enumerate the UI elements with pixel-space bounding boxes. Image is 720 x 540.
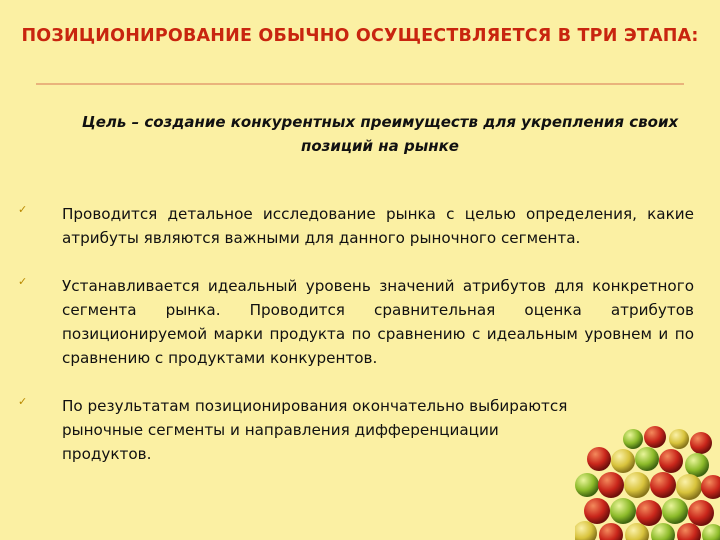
slide-title: ПОЗИЦИОНИРОВАНИЕ ОБЫЧНО ОСУЩЕСТВЛЯЕТСЯ В ТРИ ЭТАПА: <box>21 26 699 46</box>
list-item-text: Проводится детальное исследование рынка с целью определения, какие атрибуты являются важными для данного рыночного сегмента. <box>62 205 694 247</box>
checkmark-icon: ✓ <box>18 203 28 216</box>
title-divider <box>36 83 684 85</box>
list-item <box>18 274 694 370</box>
list-item <box>18 202 694 250</box>
apples-photo <box>575 425 720 540</box>
slide-subtitle: Цель – создание конкурентных преимуществ для укрепления своих позиций на рынке <box>81 113 679 155</box>
list-item-text: Устанавливается идеальный уровень значений атрибутов для конкретного сегмента рынка. Проводится сравнительная оценка атрибутов позиционируемой марки продукта по сравнению с идеальным уровнем и по сравнению с продуктами конкурентов. <box>62 277 694 367</box>
checkmark-icon: ✓ <box>18 275 28 288</box>
checkmark-icon: ✓ <box>18 395 28 408</box>
list-item-text: По результатам позиционирования окончательно выбираются рыночные сегменты и направления дифференциации продуктов. <box>62 397 568 463</box>
